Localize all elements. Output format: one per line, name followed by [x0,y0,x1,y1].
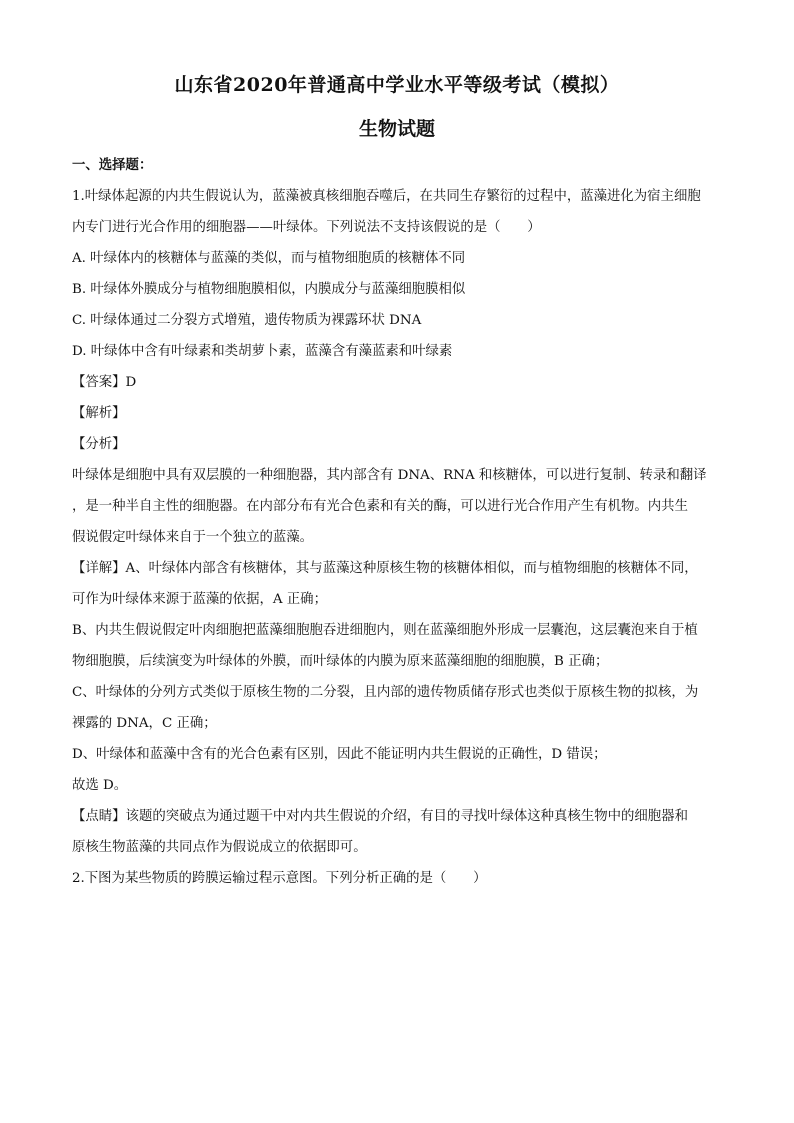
q1-fenxi-line-3: 假说假定叶绿体来自于一个独立的蓝藻。 [72,530,314,545]
page-title: 山东省2020年普通高中学业水平等级考试（模拟） [174,74,620,96]
q1-detail-line-2: 可作为叶绿体来源于蓝藻的依据，A 正确； [72,592,327,607]
q1-detail-line-7: D、叶绿体和蓝藻中含有的光合色素有区别，因此不能证明内共生假说的正确性，D 错误； [72,747,607,762]
q1-detail-line-6: 裸露的 DNA，C 正确； [72,716,217,731]
exam-content [72,150,726,894]
q2-stem: 2.下图为某些物质的跨膜运输过程示意图。下列分析正确的是（ ） [72,871,487,886]
q1-detail-line-3: B、内共生假说假定叶肉细胞把蓝藻细胞胞吞进细胞内，则在蓝藻细胞外形成一层囊泡，这层囊泡来自于植 [72,623,698,638]
q1-option-c: C. 叶绿体通过二分裂方式增殖，遗传物质为裸露环状 DNA [72,313,422,328]
q1-tip-line-2: 原核生物蓝藻的共同点作为假说成立的依据即可。 [72,840,367,855]
q1-detail-line-4: 物细胞膜，后续演变为叶绿体的外膜，而叶绿体的内膜为原来蓝藻细胞的细胞膜，B 正确； [72,654,609,669]
q1-fenxi-line-2: ，是一种半自主性的细胞器。在内部分布有光合色素和有关的酶，可以进行光合作用产生有机物。内共生 [72,499,688,514]
page-subtitle: 生物试题 [358,118,435,140]
q1-stem-line-1: 1.叶绿体起源的内共生假说认为，蓝藻被真核细胞吞噬后，在共同生存繁衍的过程中，蓝藻进化为宿主细胞 [72,189,701,204]
q1-option-b: B. 叶绿体外膜成分与植物细胞膜相似，内膜成分与蓝藻细胞膜相似 [72,282,466,297]
q1-option-d: D. 叶绿体中含有叶绿素和类胡萝卜素，蓝藻含有藻蓝素和叶绿素 [72,344,453,359]
q1-tip-line-1: 【点睛】该题的突破点为通过题干中对内共生假说的介绍，有目的寻找叶绿体这种真核生物中的细胞器和 [72,809,688,824]
section-heading: 一、选择题： [72,157,153,173]
q1-fenxi-label: 【分析】 [72,437,126,452]
q1-fenxi-line-1: 叶绿体是细胞中具有双层膜的一种细胞器，其内部含有 DNA、RNA 和核糖体，可以进行复制、转录和翻译 [72,468,707,483]
q1-analysis-label: 【解析】 [72,406,126,421]
q1-answer: 【答案】D [72,375,137,390]
q1-detail-line-8: 故选 D。 [72,778,128,793]
q1-stem-line-2: 内专门进行光合作用的细胞器——叶绿体。下列说法不支持该假说的是（ ） [72,220,541,235]
q1-detail-line-1: 【详解】A、叶绿体内部含有核糖体，其与蓝藻这种原核生物的核糖体相似，而与植物细胞的核糖体不同， [72,561,698,576]
q1-option-a: A. 叶绿体内的核糖体与蓝藻的类似，而与植物细胞质的核糖体不同 [72,251,466,266]
q1-detail-line-5: C、叶绿体的分列方式类似于原核生物的二分裂，且内部的遗传物质储存形式也类似于原核生物的拟核，为 [72,685,699,700]
